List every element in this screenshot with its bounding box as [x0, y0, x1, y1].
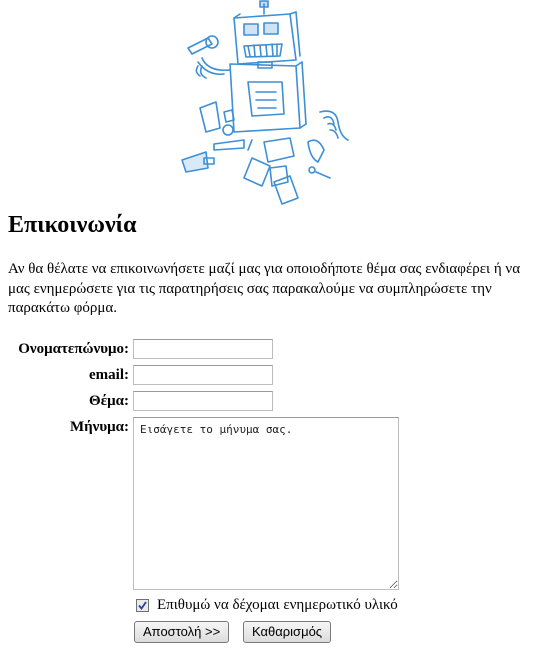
check-icon: [137, 600, 148, 611]
name-field[interactable]: [133, 339, 273, 359]
broken-robot-illustration: [178, 0, 358, 212]
newsletter-option[interactable]: [136, 597, 398, 614]
subject-label: Θέμα:: [89, 393, 129, 409]
email-field[interactable]: [133, 365, 273, 385]
newsletter-checkbox[interactable]: [136, 599, 149, 612]
reset-button[interactable]: Καθαρισμός: [243, 621, 331, 643]
submit-button[interactable]: Αποστολή >>: [134, 621, 229, 643]
name-label: Ονοματεπώνυμο:: [18, 341, 129, 357]
page-title: Επικοινωνία: [8, 212, 137, 238]
message-textarea[interactable]: [133, 417, 399, 590]
subject-field[interactable]: [133, 391, 273, 411]
email-label: email:: [89, 367, 129, 383]
intro-text: Αν θα θέλατε να επικοινωνήσετε μαζί μας για οποιοδήποτε θέμα σας ενδιαφέρει ή να μας ενημερώσετε για τις παρατηρήσεις σας παρακαλούμε να συμπληρώσετε την παρακάτω φόρμα.: [8, 261, 521, 316]
message-label: Μήνυμα:: [69, 419, 129, 435]
newsletter-label: Επιθυμώ να δέχομαι ενημερωτικό υλικό: [157, 597, 398, 613]
